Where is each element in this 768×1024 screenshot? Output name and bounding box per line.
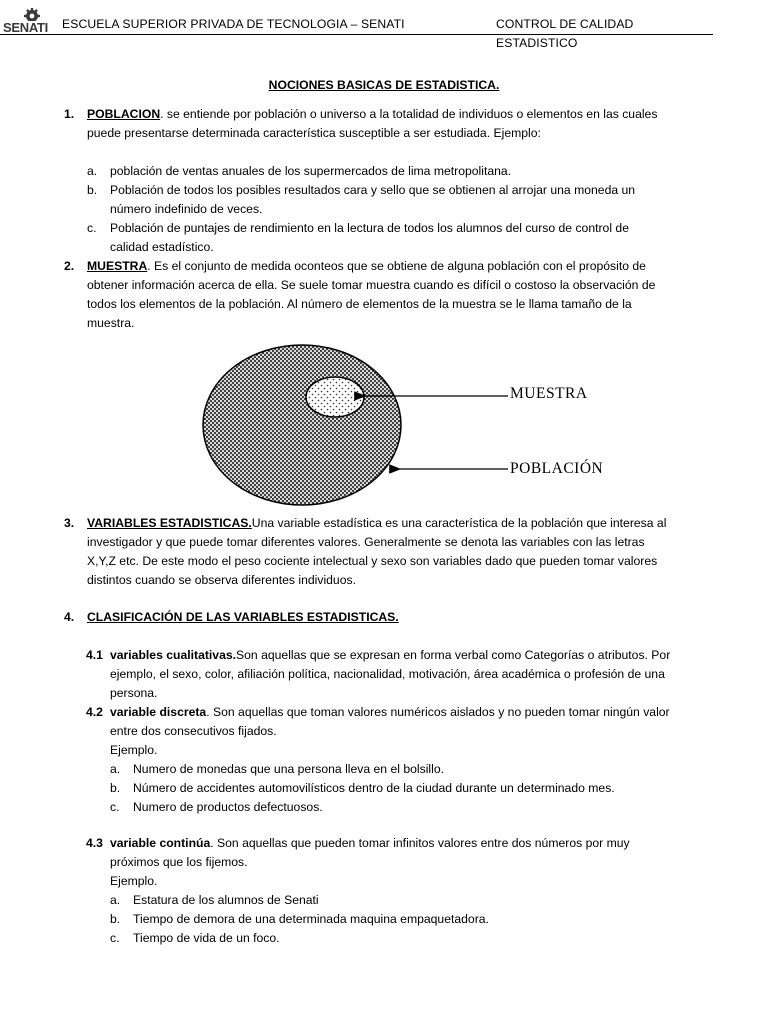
- school-name: ESCUELA SUPERIOR PRIVADA DE TECNOLOGIA – SENATI: [62, 17, 405, 31]
- course-name: CONTROL DE CALIDAD ESTADISTICO: [496, 17, 634, 50]
- section-line: todos los elementos de la población. Al número de elementos de la muestra se le llama tamaño de la: [87, 297, 632, 311]
- section-line: puede presentarse determinada característica susceptible a ser estudiada. Ejemplo:: [87, 126, 541, 140]
- section-number: 2.: [64, 259, 75, 273]
- section-line: [87, 105, 705, 124]
- section-line: MUESTRA. Es el conjunto de medida oconteos que se obtiene de alguna población con el propósito de: [87, 259, 646, 273]
- section-line: distintos cuando se observa diferentes individuos.: [87, 573, 356, 587]
- section-line: investigador y que puede tomar diferentes valores. Generalmente se denota las variables con las letras: [87, 535, 645, 549]
- section-number: 1.: [64, 107, 75, 121]
- senati-logo: [2, 8, 62, 34]
- section-line: muestra.: [87, 316, 135, 330]
- gear-icon: [2, 8, 62, 34]
- sample-label: MUESTRA: [510, 385, 588, 402]
- population-sample-diagram: [200, 342, 640, 510]
- section-number: 3.: [64, 516, 75, 530]
- population-label: POBLACIÓN: [510, 460, 604, 477]
- term-poblacion: POBLACION: [87, 107, 161, 121]
- population-ellipse: [203, 345, 401, 505]
- sample-ellipse: [306, 377, 364, 417]
- section-text: . se entiende por población o universo a la totalidad de individuos o elementos en las cuales: [160, 107, 658, 121]
- section-line: VARIABLES ESTADISTICAS.Una variable estadística es una característica de la población que interesa al: [87, 516, 667, 530]
- page-header: [0, 8, 713, 50]
- section-heading: CLASIFICACIÓN DE LAS VARIABLES ESTADISTICAS.: [87, 610, 399, 624]
- term-variables: VARIABLES ESTADISTICAS.: [87, 516, 252, 530]
- logo-text: SENATI: [3, 20, 48, 34]
- section-line: obtener información acerca de ella. Se suele tomar muestra cuando es difícil o costoso la observación de: [87, 278, 656, 292]
- term-muestra: MUESTRA: [87, 259, 148, 273]
- section-number: 4.: [64, 610, 75, 624]
- page-title: NOCIONES BASICAS DE ESTADISTICA.: [268, 78, 500, 92]
- section-line: X,Y,Z etc. De este modo el peso cociente intelectual y sexo son variables dado que pueden tomar valores: [87, 554, 658, 568]
